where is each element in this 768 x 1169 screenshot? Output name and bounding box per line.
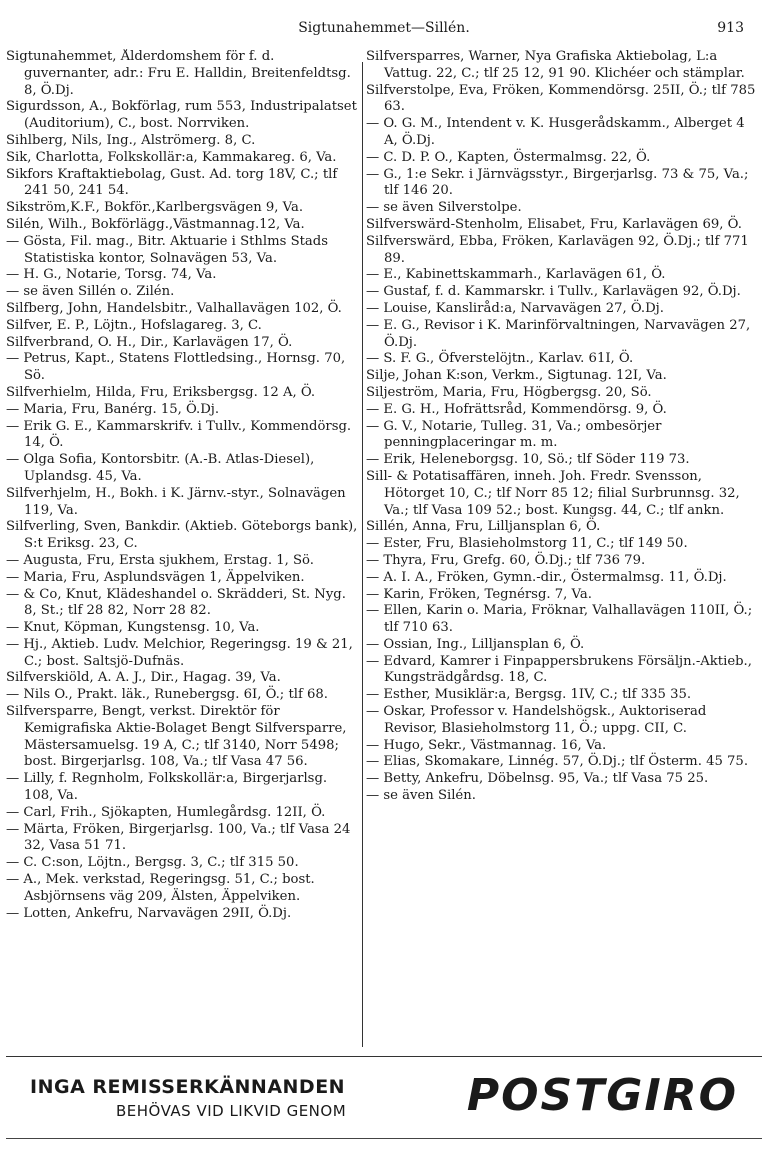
directory-entry: — Augusta, Fru, Ersta sjukhem, Erstag. 1, Sö. [6, 552, 314, 568]
directory-entry: — C. D. P. O., Kapten, Östermalmsg. 22, Ö. [366, 149, 651, 165]
directory-entry: Sill- & Potatisaffären, inneh. Joh. Fredr. Svensson, Hötorget 10, C.; tlf Norr 85 12; filial Surbrunnsg. 32, Va.; tlf Vasa 109 52.; bost. Kungsg. 44, C.; tlf ankn. [366, 468, 740, 518]
directory-entry: — A. I. A., Fröken, Gymn.-dir., Östermalmsg. 11, Ö.Dj. [366, 569, 727, 585]
directory-entry: — Petrus, Kapt., Statens Flottledsing., Hornsg. 70, Sö. [6, 351, 346, 384]
directory-entry: — Gösta, Fil. mag., Bitr. Aktuarie i Sthlms Stads Statistiska kontor, Solnavägen 53, Va. [6, 233, 328, 266]
directory-entry: — Elias, Skomakare, Linnég. 57, Ö.Dj.; tlf Österm. 45 75. [366, 754, 749, 770]
page-number: 913 [717, 20, 744, 36]
directory-entry: Silfverhjelm, H., Bokh. i K. Järnv.-styr., Solnavägen 119, Va. [6, 485, 346, 518]
directory-entry: Silén, Wilh., Bokförlägg.,Västmannag.12, Va. [6, 216, 305, 232]
postgiro-advertisement [6, 1068, 762, 1148]
directory-entry: — Lilly, f. Regnholm, Folkskollär:a, Birgerjarlsg. 108, Va. [6, 771, 328, 804]
directory-entry: Sikström,K.F., Bokför.,Karlbergsvägen 9, Va. [6, 200, 304, 216]
directory-entry: — se även Silén. [366, 788, 476, 804]
directory-entry: — Betty, Ankefru, Döbelnsg. 95, Va.; tlf Vasa 75 25. [366, 771, 709, 787]
directory-entry: — Thyra, Fru, Grefg. 60, Ö.Dj.; tlf 736 79. [366, 552, 646, 568]
ad-line-1: INGA REMISSERKÄNNANDEN [30, 1076, 346, 1098]
directory-entry: Silfverskiöld, A. A. J., Dir., Hagag. 39, Va. [6, 670, 281, 686]
directory-entry: — Maria, Fru, Asplundsvägen 1, Äppelviken. [6, 569, 305, 585]
directory-entry: — Märta, Fröken, Birgerjarlsg. 100, Va.; tlf Vasa 24 32, Vasa 51 71. [6, 821, 351, 854]
directory-entry: Siljeström, Maria, Fru, Högbergsg. 20, Sö. [366, 384, 652, 400]
column-divider [362, 62, 363, 1047]
directory-entry: — E. G., Revisor i K. Marinförvaltningen, Narvavägen 27, Ö.Dj. [366, 317, 751, 350]
directory-entry: — S. F. G., Öfverstelöjtn., Karlav. 61I, Ö. [366, 351, 634, 367]
directory-entry: Silfverswärd, Ebba, Fröken, Karlavägen 92, Ö.Dj.; tlf 771 89. [366, 233, 749, 266]
right-column [366, 49, 762, 1050]
footer-rule [6, 1056, 762, 1057]
directory-entry: — Maria, Fru, Banérg. 15, Ö.Dj. [6, 401, 220, 417]
directory-entry: Silfberg, John, Handelsbitr., Valhallavägen 102, Ö. [6, 300, 342, 316]
directory-entry: — Hj., Aktieb. Ludv. Melchior, Regeringsg. 19 & 21, C.; bost. Saltsjö-Dufnäs. [6, 636, 353, 669]
directory-entry: — Louise, Kanslіråd:a, Narvavägen 27, Ö.Dj. [366, 300, 664, 316]
directory-entry: — Ester, Fru, Blasieholmstorg 11, C.; tlf 149 50. [366, 536, 688, 552]
directory-entry: — Nils O., Prakt. läk., Runebergsg. 6I, Ö.; tlf 68. [6, 687, 329, 703]
directory-entry: — Ellen, Karin o. Maria, Fröknar, Valhallavägen 110II, Ö.; tlf 710 63. [366, 603, 753, 636]
directory-entry: — Carl, Frih., Sjökapten, Humlegårdsg. 12II, Ö. [6, 804, 326, 820]
directory-entry: — C. C:son, Löjtn., Bergsg. 3, C.; tlf 315 50. [6, 855, 299, 871]
directory-entry: Sik, Charlotta, Folkskollär:a, Kammakareg. 6, Va. [6, 149, 337, 165]
directory-entry: — Knut, Köpman, Kungstensg. 10, Va. [6, 620, 260, 636]
directory-entry: — Hugo, Sekr., Västmannag. 16, Va. [366, 737, 607, 753]
directory-entry: — Oskar, Professor v. Handelshögsk., Auktoriserad Revisor, Blasieholmstorg 11, Ö.; uppg. CII, C. [366, 704, 707, 736]
directory-entry: — Erik G. E., Kammarskrifv. i Tullv., Kommendörsg. 14, Ö. [6, 418, 352, 451]
directory-entry: — Karin, Fröken, Tegnérsg. 7, Va. [366, 586, 592, 602]
left-column [6, 49, 360, 1050]
page-header [0, 20, 768, 42]
directory-entry: — Erik, Heleneborgsg. 10, Sö.; tlf Söder 119 73. [366, 452, 690, 468]
directory-entry: Sillén, Anna, Fru, Lilljansplan 6, Ö. [366, 519, 601, 535]
directory-entry: Sikfors Kraftaktiebolag, Gust. Ad. torg 18V, C.; tlf 241 50, 241 54. [6, 166, 338, 199]
directory-entry: Silfverhielm, Hilda, Fru, Eriksbergsg. 12 A, Ö. [6, 384, 316, 400]
directory-entry: Silfver, E. P., Löjtn., Hofslagareg. 3, C. [6, 317, 262, 333]
directory-entry: — Gustaf, f. d. Kammarskr. i Tullv., Karlavägen 92, Ö.Dj. [366, 284, 741, 300]
directory-entry: — Lotten, Ankefru, Narvavägen 29II, Ö.Dj. [6, 905, 292, 921]
directory-entry: — H. G., Notarie, Torsg. 74, Va. [6, 267, 217, 283]
directory-entry: Sihlberg, Nils, Ing., Alströmerg. 8, C. [6, 132, 256, 148]
directory-entry: — E. G. H., Hofrättsråd, Kommendörsg. 9, Ö. [366, 401, 667, 417]
directory-entry: Silfversparre, Bengt, verkst. Direktör för Kemigrafiska Aktie-Bolaget Bengt Silfversparre, Mästersamuelsg. 19 A, C.; tlf 3140, Norr 5498; bost. Birgerjarlsg. 108, Va.; tlf Vasa 47 56. [6, 704, 347, 770]
directory-entry: — Esther, Musiklär:a, Bergsg. 1IV, C.; tlf 335 35. [366, 687, 692, 703]
directory-entry: Silfverling, Sven, Bankdir. (Aktieb. Göteborgs bank), S:t Eriksg. 23, C. [6, 519, 358, 552]
directory-entry: Sigurdsson, A., Bokförlag, rum 553, Industripalatset (Auditorium), C., bost. Norrviken. [6, 99, 357, 132]
directory-entry: — se även Sillén o. Zilén. [6, 284, 175, 300]
directory-entry: Sigtunahemmet, Ålderdomshem för f. d. guvernanter, adr.: Fru E. Halldin, Breitenfeldtsg. 8, Ö.Dj. [6, 49, 351, 98]
directory-entry: Silje, Johan K:son, Verkm., Sigtunag. 12I, Va. [366, 368, 667, 384]
directory-entry: — O. G. M., Intendent v. K. Husgerådskamm., Alberget 4 A, Ö.Dj. [366, 116, 745, 148]
directory-entry: — Ossian, Ing., Lilljansplan 6, Ö. [366, 636, 585, 652]
directory-entry: — A., Mek. verkstad, Regeringsg. 51, C.; bost. Asbjörnsens väg 209, Älsten, Äppelviken. [6, 872, 315, 904]
directory-entry: Silfverstolpe, Eva, Fröken, Kommendörsg. 25II, Ö.; tlf 785 63. [366, 82, 756, 115]
directory-entry: — Edvard, Kamrer i Finpappersbrukens Försäljn.-Aktieb., Kungsträdgårdsg. 18, C. [366, 653, 752, 686]
directory-entry: — se även Silverstolpe. [366, 200, 522, 216]
ad-line-2: BEHÖVAS VID LIKVID GENOM [116, 1102, 347, 1120]
directory-entry: Silfverswärd-Stenholm, Elisabet, Fru, Karlavägen 69, Ö. [366, 216, 742, 232]
directory-entry: — G. V., Notarie, Tulleg. 31, Va.; ombesörjer penningplaceringar m. m. [366, 418, 662, 451]
directory-entry: Silfversparres, Warner, Nya Grafiska Aktiebolag, L:a Vattug. 22, C.; tlf 25 12, 91 90. Klichéer och stämplar. [366, 49, 745, 81]
directory-entry: Silfverbrand, O. H., Dir., Karlavägen 17, Ö. [6, 334, 293, 350]
ad-rule [6, 1138, 762, 1139]
directory-entry: — G., 1:e Sekr. i Järnvägsstyr., Birgerjarlsg. 73 & 75, Va.; tlf 146 20. [366, 166, 749, 199]
ad-brand: POSTGIRO [466, 1070, 738, 1121]
directory-entry: — & Co, Knut, Klädeshandel o. Skrädderi, St. Nyg. 8, St.; tlf 28 82, Norr 28 82. [6, 586, 346, 619]
running-head: Sigtunahemmet—Sillén. [298, 20, 470, 36]
directory-entry: — Olga Sofia, Kontorsbitr. (A.-B. Atlas-Diesel), Uplandsg. 45, Va. [6, 452, 315, 484]
directory-entry: — E., Kabinettskammarh., Karlavägen 61, Ö. [366, 267, 666, 283]
